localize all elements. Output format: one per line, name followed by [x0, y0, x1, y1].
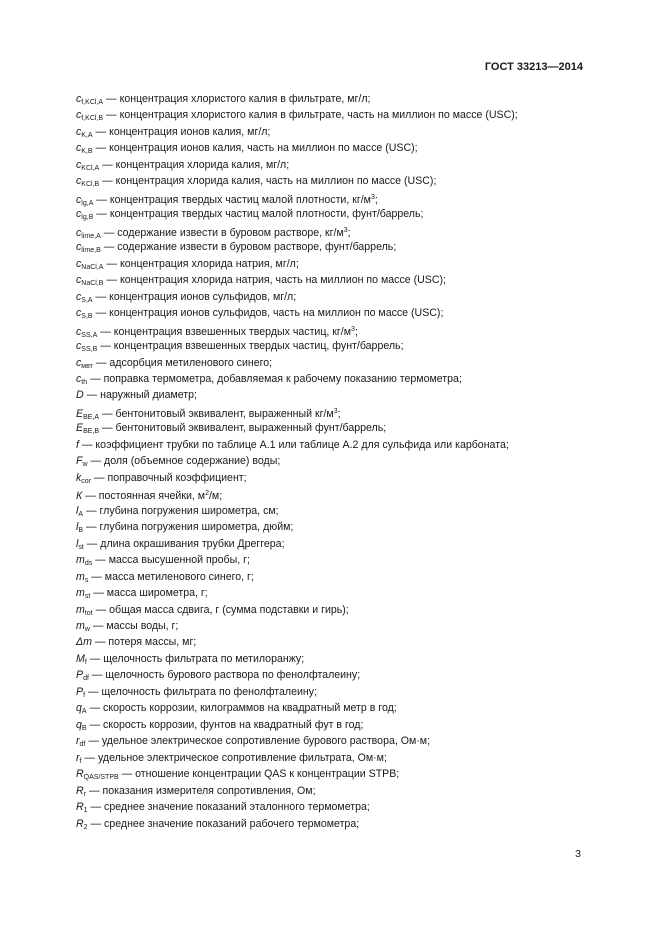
definition-item: [76, 651, 596, 667]
symbol: c: [76, 290, 82, 303]
definition-item: [76, 733, 596, 749]
symbol-subscript: A: [78, 510, 84, 518]
symbol: m: [76, 587, 85, 600]
symbol-subscript: SS,A: [81, 331, 98, 339]
definition-item: [76, 470, 596, 486]
definition-item: [76, 816, 596, 832]
symbol-subscript: lime,A: [81, 232, 101, 240]
definition-item: [76, 355, 596, 371]
unit-superscript: 3: [370, 193, 375, 201]
definition-item: [76, 322, 596, 338]
definition-text: — удельное электрическое сопротивление бурового раствора, Ом·м;: [85, 735, 431, 748]
symbol-subscript: K,A: [81, 131, 93, 139]
symbol: P: [76, 669, 84, 682]
symbol: R: [76, 817, 84, 830]
symbol-subscript: s: [84, 576, 89, 584]
symbol: P: [76, 685, 84, 698]
definition-item: [76, 338, 596, 354]
symbol-subscript: 1: [83, 807, 88, 815]
definition-text: — массы воды, г;: [89, 620, 179, 632]
definition-tail: /м;: [208, 490, 223, 503]
definition-tail: ;: [347, 226, 351, 239]
symbol: F: [76, 455, 83, 468]
symbol: c: [76, 109, 82, 122]
definition-text: — постоянная ячейки, м: [82, 490, 206, 503]
unit-superscript: 3: [333, 407, 338, 415]
symbol: l: [76, 504, 79, 517]
symbol: c: [76, 125, 82, 138]
symbol-subscript: w: [84, 626, 90, 633]
definition-text: — концентрация ионов калия, мг/л;: [92, 125, 271, 138]
definition-item: [76, 684, 596, 700]
symbol: c: [76, 241, 82, 254]
definition-text: — наружный диаметр;: [83, 389, 197, 402]
symbol-subscript: cor: [81, 477, 92, 485]
definition-item: [76, 783, 596, 799]
symbol: c: [76, 274, 82, 287]
definition-item: [76, 272, 596, 288]
definition-text: — содержание извести в буровом растворе, кг/м: [100, 226, 344, 239]
symbol-subscript: NaCl,B: [81, 280, 104, 288]
symbol-subscript: B: [78, 527, 84, 535]
symbol-subscript: lg,A: [81, 199, 94, 207]
symbol-subscript: r: [83, 790, 86, 798]
definition-item: [76, 91, 596, 107]
symbol-subscript: w: [82, 461, 88, 469]
definition-item: [76, 799, 596, 815]
symbol: c: [76, 226, 82, 239]
symbol-subscript: tot: [84, 609, 93, 617]
unit-superscript: 3: [351, 325, 355, 333]
definition-item: [76, 536, 596, 552]
symbol: c: [76, 356, 82, 369]
symbol-subscript: BE,B: [83, 428, 100, 436]
symbol-subscript: st: [84, 593, 91, 601]
definition-text: — глубина погружения широметра, см;: [83, 504, 279, 517]
definition-text: — концентрация хлорида натрия, часть на миллион по массе (USC);: [103, 274, 446, 287]
symbol: c: [76, 142, 82, 155]
definition-item: [76, 107, 596, 123]
definition-item: [76, 140, 596, 156]
definition-item: [76, 585, 596, 601]
symbol-subscript: S,B: [81, 313, 93, 321]
definition-text: — концентрация твердых частиц малой плотности, кг/м: [93, 193, 371, 206]
definition-text: — доля (объемное содержание) воды;: [87, 455, 281, 468]
definition-item: [76, 305, 596, 321]
definitions-list: [76, 91, 596, 832]
definition-text: — показания измерителя сопротивления, Ом;: [86, 784, 316, 797]
symbol-subscript: A: [81, 708, 87, 716]
definition-item: [76, 486, 596, 502]
symbol: c: [76, 257, 82, 270]
symbol: D: [76, 389, 84, 402]
symbol: r: [76, 751, 80, 764]
symbol-subscript: NaCl,A: [81, 263, 104, 271]
symbol-subscript: SS,B: [81, 346, 98, 354]
symbol-subscript: lime,B: [81, 247, 101, 255]
definition-text: — концентрация хлорида калия, часть на миллион по массе (USC);: [99, 175, 437, 188]
symbol-subscript: KCl,A: [81, 164, 100, 172]
definition-item: [76, 239, 596, 255]
definition-item: [76, 618, 596, 634]
definition-text: — общая масса сдвига, г (сумма подставки и гирь);: [92, 603, 349, 616]
symbol: q: [76, 702, 82, 715]
definition-item: [76, 190, 596, 206]
symbol: M: [76, 652, 85, 665]
symbol-subscript: f,KCl,B: [81, 115, 104, 123]
definition-text: — концентрация хлористого калия в фильтрате, часть на миллион по массе (USC);: [103, 109, 518, 122]
symbol-subscript: KCl,B: [81, 181, 100, 189]
definition-item: [76, 289, 596, 305]
definition-tail: ;: [354, 325, 358, 338]
symbol: c: [76, 325, 82, 338]
definition-item: [76, 552, 596, 568]
document-header: ГОСТ 33213—2014: [484, 61, 583, 73]
definition-item: [76, 173, 596, 189]
definition-item: [76, 157, 596, 173]
symbol-subscript: th: [81, 378, 88, 386]
symbol: l: [76, 537, 79, 550]
symbol-subscript: S,A: [81, 296, 93, 304]
definition-item: [76, 750, 596, 766]
symbol: К: [76, 490, 83, 503]
symbol-subscript: 2: [83, 823, 88, 831]
symbol: E: [76, 422, 84, 435]
definition-item: [76, 420, 596, 436]
definition-text: — щелочность фильтрата по фенолфталеину;: [85, 685, 318, 698]
definition-text: — поправка термометра, добавляемая к рабочему показанию термометра;: [87, 372, 462, 385]
symbol: m: [76, 603, 85, 616]
definition-item: [76, 256, 596, 272]
symbol: c: [76, 93, 82, 105]
definition-text: — щелочность бурового раствора по фенолфталеину;: [88, 669, 361, 682]
definition-text: — длина окрашивания трубки Дреггера;: [83, 537, 285, 550]
definition-item: [76, 206, 596, 222]
definition-item: [76, 634, 596, 650]
symbol: R: [76, 768, 84, 781]
definition-text: — масса высушенной пробы, г;: [92, 554, 250, 567]
definition-text: — среднее значение показаний рабочего термометра;: [87, 817, 360, 830]
definition-item: [76, 371, 596, 387]
definition-item: [76, 404, 596, 420]
symbol: m: [76, 554, 85, 567]
definition-text: — концентрация твердых частиц малой плотности, фунт/баррель;: [93, 208, 424, 221]
definition-text: — концентрация ионов сульфидов, часть на миллион по массе (USC);: [92, 307, 444, 320]
definition-text: — масса метиленового синего, г;: [88, 570, 254, 583]
symbol-subscript: ds: [84, 560, 93, 568]
definition-text: — коэффициент трубки по таблице А.1 или таблице А.2 для сульфида или карбоната;: [78, 438, 509, 451]
page-number: 3: [575, 848, 581, 860]
symbol: c: [76, 193, 82, 206]
definition-item: [76, 453, 596, 469]
definition-item: [76, 387, 596, 403]
symbol: m: [76, 620, 85, 632]
definition-text: — концентрация хлористого калия в фильтрате, мг/л;: [103, 93, 371, 105]
symbol-subscript: df: [79, 741, 86, 749]
definition-text: — бентонитовый эквивалент, выраженный фунт/баррель;: [99, 422, 387, 435]
symbol: c: [76, 158, 82, 171]
definition-text: — концентрация ионов калия, часть на миллион по массе (USC);: [92, 142, 418, 155]
definition-tail: ;: [374, 193, 378, 206]
definition-text: — концентрация ионов сульфидов, мг/л;: [92, 290, 297, 303]
symbol-subscript: f: [84, 658, 87, 666]
symbol: r: [76, 735, 80, 748]
symbol: Δm: [76, 636, 92, 649]
symbol: f: [76, 438, 79, 451]
definition-text: — концентрация взвешенных твердых частиц, кг/м: [97, 325, 352, 338]
definition-text: — скорость коррозии, фунтов на квадратный фут в год;: [86, 718, 364, 731]
symbol: c: [76, 208, 82, 221]
symbol: c: [76, 372, 82, 385]
symbol-subscript: f,KCl,A: [81, 99, 104, 106]
symbol-subscript: BE,A: [83, 413, 100, 421]
symbol-subscript: B: [81, 724, 87, 732]
unit-superscript: 3: [343, 226, 348, 234]
definition-text: — концентрация хлорида калия, мг/л;: [99, 158, 290, 171]
symbol-subscript: f: [79, 757, 82, 765]
symbol: R: [76, 801, 84, 814]
symbol-subscript: мвт: [81, 362, 93, 370]
definition-item: [76, 700, 596, 716]
symbol: R: [76, 784, 84, 797]
definition-tail: ;: [337, 407, 341, 420]
unit-superscript: 2: [205, 490, 209, 498]
symbol: c: [76, 340, 82, 353]
definition-item: [76, 519, 596, 535]
symbol-subscript: f: [83, 691, 86, 699]
definition-text: — концентрация взвешенных твердых частиц, фунт/баррель;: [97, 340, 404, 353]
definition-item: [76, 437, 596, 453]
definition-text: — концентрация хлорида натрия, мг/л;: [103, 257, 299, 270]
symbol: l: [76, 521, 79, 534]
definition-item: [76, 124, 596, 140]
definition-item: [76, 503, 596, 519]
definition-text: — глубина погружения широметра, дюйм;: [83, 521, 294, 534]
symbol: k: [76, 471, 82, 484]
definition-text: — масса широметра, г;: [90, 587, 208, 600]
definition-text: — щелочность фильтрата по метилоранжу;: [86, 652, 305, 665]
definition-item: [76, 766, 596, 782]
definition-text: — содержание извести в буровом растворе, фунт/баррель;: [100, 241, 397, 254]
symbol: c: [76, 307, 82, 320]
symbol: q: [76, 718, 82, 731]
symbol-subscript: st: [78, 543, 84, 551]
symbol: m: [76, 570, 85, 583]
definition-item: [76, 667, 596, 683]
definition-text: — потеря массы, мг;: [91, 636, 197, 649]
definition-text: — среднее значение показаний эталонного термометра;: [87, 801, 370, 814]
symbol-subscript: df: [83, 675, 89, 683]
definition-text: — отношение концентрации QAS к концентрации STPB;: [118, 768, 400, 781]
definition-text: — удельное электрическое сопротивление фильтрата, Ом·м;: [81, 751, 387, 764]
symbol-subscript: K,B: [81, 148, 93, 156]
definition-text: — бентонитовый эквивалент, выраженный кг/м: [99, 407, 334, 420]
symbol: c: [76, 175, 82, 188]
symbol-subscript: QAS/STPB: [83, 774, 119, 782]
definition-item: [76, 569, 596, 585]
definition-item: [76, 602, 596, 618]
symbol: E: [76, 407, 84, 420]
definition-item: [76, 717, 596, 733]
definition-item: [76, 223, 596, 239]
symbol-subscript: lg,B: [81, 214, 94, 222]
definition-text: — поправочный коэффициент;: [91, 471, 247, 484]
definition-text: — адсорбция метиленового синего;: [92, 356, 273, 369]
definition-text: — скорость коррозии, килограммов на квадратный метр в год;: [86, 702, 397, 715]
